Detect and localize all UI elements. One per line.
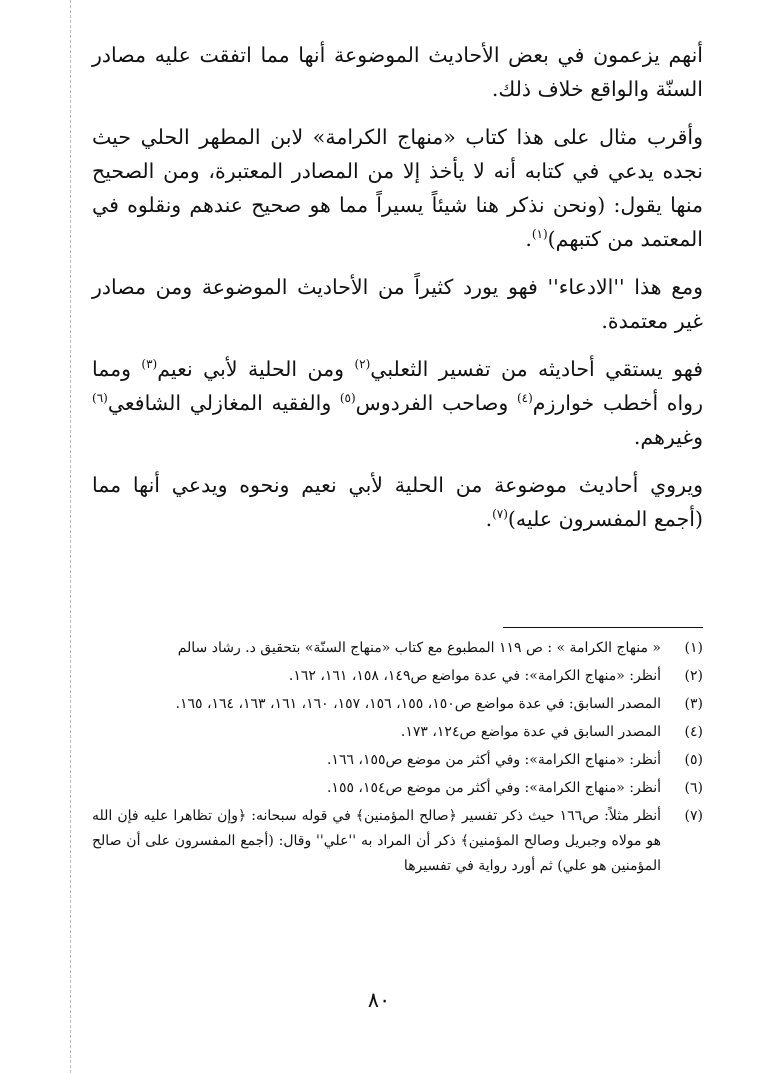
- footnote-number: (١): [684, 640, 703, 656]
- footnote-text: المصدر السابق في عدة مواضع ص١٢٤، ١٧٣.: [400, 724, 661, 740]
- paragraph-text: والفقيه المغازلي الشافعي: [107, 391, 340, 415]
- footnotes: [92, 636, 703, 882]
- footnote-item: [92, 804, 703, 879]
- footnote-number: (٤): [684, 724, 703, 740]
- paragraph-tail: .: [525, 227, 532, 251]
- paragraph-tail: .: [485, 507, 493, 531]
- paragraph-4: [92, 352, 703, 454]
- footnote-number: (٢): [684, 668, 703, 684]
- paragraph-3: [92, 270, 703, 338]
- paragraph-text: ومما رواه أخطب خوارزم: [92, 357, 703, 415]
- paragraph-text: ويروي أحاديث موضوعة من الحلية لأبي نعيم ونحوه ويدعي أنها مما (أجمع المفسرون عليه): [92, 473, 703, 531]
- footnote-ref[interactable]: (١): [531, 227, 548, 242]
- paragraph-5: [92, 468, 703, 536]
- footnote-text: أنظر مثلاً: ص١٦٦ حيث ذكر تفسير ﴿صالح المؤمنين﴾ في قوله سبحانه: ﴿وإن تظاهرا عليه فإن الله هو مولاه وجبريل وصالح المؤمنين﴾ ذكر أن المراد به ''علي'' وقال: (أجمع المفسرون على أن صالح المؤمنين هو علي) ثم أورد رواية في تفسيرها: [92, 808, 662, 874]
- paragraph-2: [92, 120, 703, 256]
- footnote-text: أنظر: «منهاج الكرامة»: وفي أكثر من موضع ص١٥٥، ١٦٦.: [326, 752, 661, 768]
- main-text: [92, 38, 703, 536]
- paragraph-text: ومع هذا ''الادعاء'' فهو يورد كثيراً من الأحاديث الموضوعة ومن مصادر غير معتمدة.: [92, 275, 703, 333]
- paragraph-text: وغيرهم.: [633, 425, 703, 449]
- margin-dotted-line: [70, 0, 71, 1073]
- footnote-text: أنظر: «منهاج الكرامة»: في عدة مواضع ص١٤٩، ١٥٨، ١٦١، ١٦٢.: [288, 668, 661, 684]
- footnote-item: [92, 692, 703, 717]
- footnote-number: (٥): [684, 752, 703, 768]
- paragraph-text: ومن الحلية لأبي نعيم: [157, 357, 355, 381]
- footnote-text: « منهاج الكرامة » : ص ١١٩ المطبوع مع كتاب «منهاج السنّة» بتحقيق د. رشاد سالم: [177, 640, 661, 656]
- footnote-item: [92, 748, 703, 773]
- footnote-separator: [503, 627, 703, 628]
- footnote-number: (٧): [684, 808, 703, 824]
- paragraph-1: [92, 38, 703, 106]
- paragraph-text: فهو يستقي أحاديثه من تفسير الثعلبي: [370, 357, 703, 381]
- paragraph-text: وأقرب مثال على هذا كتاب «منهاج الكرامة» لابن المطهر الحلي حيث نجده يدعي في كتابه أنه لا يأخذ إلا من المصادر المعتبرة، ومن الصحيح منها يقول: (ونحن نذكر هنا شيئاً يسيراً مما هو صحيح عندهم ونقلوه في المعتمد من كتبهم): [92, 125, 703, 251]
- footnote-item: [92, 776, 703, 801]
- footnote-ref[interactable]: (٣): [141, 357, 158, 372]
- footnote-text: المصدر السابق: في عدة مواضع ص١٥٠، ١٥٥، ١٥٦، ١٥٧، ١٦٠، ١٦١، ١٦٣، ١٦٤، ١٦٥.: [175, 696, 661, 712]
- footnote-ref[interactable]: (٥): [339, 391, 356, 406]
- page-number: ٨٠: [367, 988, 391, 1012]
- footnote-number: (٣): [684, 696, 703, 712]
- footnote-text: أنظر: «منهاج الكرامة»: وفي أكثر من موضع ص١٥٤، ١٥٥.: [326, 780, 661, 796]
- footnote-ref[interactable]: (٤): [516, 391, 533, 406]
- footnote-ref[interactable]: (٧): [492, 507, 508, 522]
- paragraph-text: أنهم يزعمون في بعض الأحاديث الموضوعة أنها مما اتفقت عليه مصادر السنّة والواقع خلاف ذلك.: [92, 43, 703, 101]
- footnote-item: [92, 664, 703, 689]
- footnote-item: [92, 636, 703, 661]
- footnote-ref[interactable]: (٦): [92, 391, 108, 406]
- paragraph-text: وصاحب الفردوس: [355, 391, 517, 415]
- footnote-ref[interactable]: (٢): [354, 357, 371, 372]
- footnote-number: (٦): [684, 780, 703, 796]
- footnote-item: [92, 720, 703, 745]
